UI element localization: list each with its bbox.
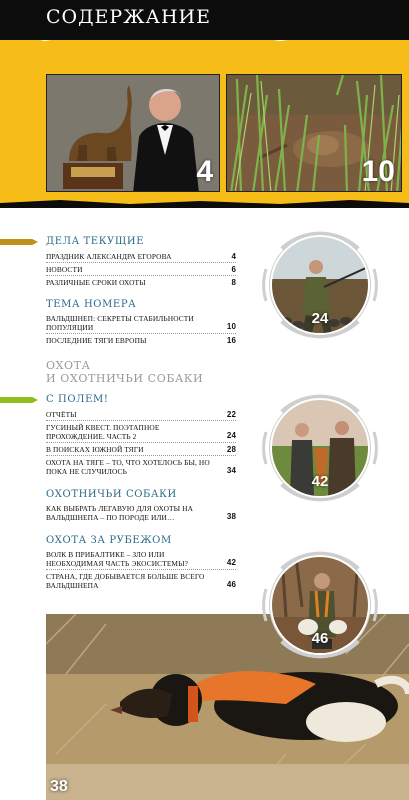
divider xyxy=(46,442,236,443)
toc-entry-title: ВАЛЬДШНЕП: СЕКРЕТЫ СТАБИЛЬНОСТИ ПОПУЛЯЦИИ xyxy=(46,314,194,332)
toc-entry-page: 42 xyxy=(226,558,236,567)
toc-entry-page: 4 xyxy=(231,252,236,261)
toc-entry-title: СТРАНА, ГДЕ ДОБЫВАЕТСЯ БОЛЬШЕ ВСЕГО ВАЛЬДШНЕПА xyxy=(46,572,205,590)
toc-entry[interactable] xyxy=(46,265,236,274)
circle-photo-hunters-fox[interactable] xyxy=(260,388,380,508)
toc-entry[interactable] xyxy=(46,252,236,261)
toc-entry-page: 46 xyxy=(226,580,236,589)
toc-entry-title: ГУСИНЫЙ КВЕСТ. ПОЭТАПНОЕ ПРОХОЖДЕНИЕ. ЧАСТЬ 2 xyxy=(46,423,160,441)
circle-page-number: 42 xyxy=(311,473,329,490)
toc-entry-page: 10 xyxy=(226,322,236,331)
section-heading-line: ОХОТА xyxy=(46,359,91,372)
toc-entry-title: НОВОСТИ xyxy=(46,265,83,274)
photo-woodcock[interactable] xyxy=(226,74,402,192)
divider xyxy=(46,420,236,421)
toc-entry-title: ПРАЗДНИК АЛЕКСАНДРА ЕГОРОВА xyxy=(46,252,172,261)
page-title: СОДЕРЖАНИЕ xyxy=(46,6,211,28)
section-heading xyxy=(46,359,203,385)
toc-entry[interactable] xyxy=(46,445,236,454)
toc-entry-title: ОХОТА НА ТЯГЕ – ТО, ЧТО ХОТЕЛОСЬ БЫ, НО ПОКА НЕ СЛУЧИЛОСЬ xyxy=(46,458,210,476)
section-marker xyxy=(0,397,38,403)
section-heading: ОХОТНИЧЬИ СОБАКИ xyxy=(46,489,177,500)
toc-entry-title: ОТЧЁТЫ xyxy=(46,410,77,419)
photo-page-number: 4 xyxy=(196,155,213,188)
toc-entry-page: 6 xyxy=(231,265,236,274)
circle-page-number: 46 xyxy=(311,630,329,647)
circle-photo-goose-hunt[interactable] xyxy=(260,225,380,345)
toc-entry[interactable] xyxy=(46,410,236,419)
toc-entry-title: ПОСЛЕДНИЕ ТЯГИ ЕВРОПЫ xyxy=(46,336,147,345)
toc-entry-page: 16 xyxy=(226,336,236,345)
section-heading: ТЕМА НОМЕРА xyxy=(46,299,137,310)
photo-trophy[interactable] xyxy=(46,74,220,192)
divider xyxy=(46,333,236,334)
divider xyxy=(46,455,236,456)
toc-entry[interactable] xyxy=(46,458,236,476)
toc-entry-page: 24 xyxy=(226,431,236,440)
toc-entry[interactable] xyxy=(46,336,236,345)
divider xyxy=(46,569,236,570)
divider xyxy=(46,262,236,263)
toc-entry-page: 34 xyxy=(226,466,236,475)
toc-entry-page: 28 xyxy=(226,445,236,454)
toc-entry[interactable] xyxy=(46,550,236,568)
photo-page-number: 38 xyxy=(50,778,68,795)
toc-entry-title: В ПОИСКАХ ЮЖНОЙ ТЯГИ xyxy=(46,445,144,454)
divider xyxy=(46,275,236,276)
toc-entry[interactable] xyxy=(46,504,236,522)
toc-entry-title: КАК ВЫБРАТЬ ЛЕГАВУЮ ДЛЯ ОХОТЫ НА ВАЛЬДШНЕПА – ПО ПОРОДЕ ИЛИ… xyxy=(46,504,194,522)
toc-entry-page: 8 xyxy=(231,278,236,287)
circle-page-number: 24 xyxy=(311,310,329,327)
toc-entry[interactable] xyxy=(46,572,236,590)
section-heading-line: И ОХОТНИЧЬИ СОБАКИ xyxy=(46,372,204,385)
toc-entry[interactable] xyxy=(46,423,236,441)
toc-entry-title: РАЗЛИЧНЫЕ СРОКИ ОХОТЫ xyxy=(46,278,146,287)
photo-page-number: 10 xyxy=(361,155,395,188)
section-marker xyxy=(0,239,38,245)
toc-entry[interactable] xyxy=(46,314,236,332)
section-heading: ДЕЛА ТЕКУЩИЕ xyxy=(46,236,145,247)
section-heading: ОХОТА ЗА РУБЕЖОМ xyxy=(46,535,172,546)
toc-entry[interactable] xyxy=(46,278,236,287)
toc-entry-title: ВОЛК В ПРИБАЛТИКЕ – ЗЛО ИЛИ НЕОБХОДИМАЯ ЧАСТЬ ЭКОСИСТЕМЫ? xyxy=(46,550,189,568)
trophy-photo-image xyxy=(47,75,220,192)
section-heading: С ПОЛЕМ! xyxy=(46,394,109,405)
toc-entry-page: 38 xyxy=(226,512,236,521)
header-divider xyxy=(0,200,409,208)
toc-entry-page: 22 xyxy=(226,410,236,419)
circle-photo-woodcock-hunter[interactable] xyxy=(260,545,380,665)
